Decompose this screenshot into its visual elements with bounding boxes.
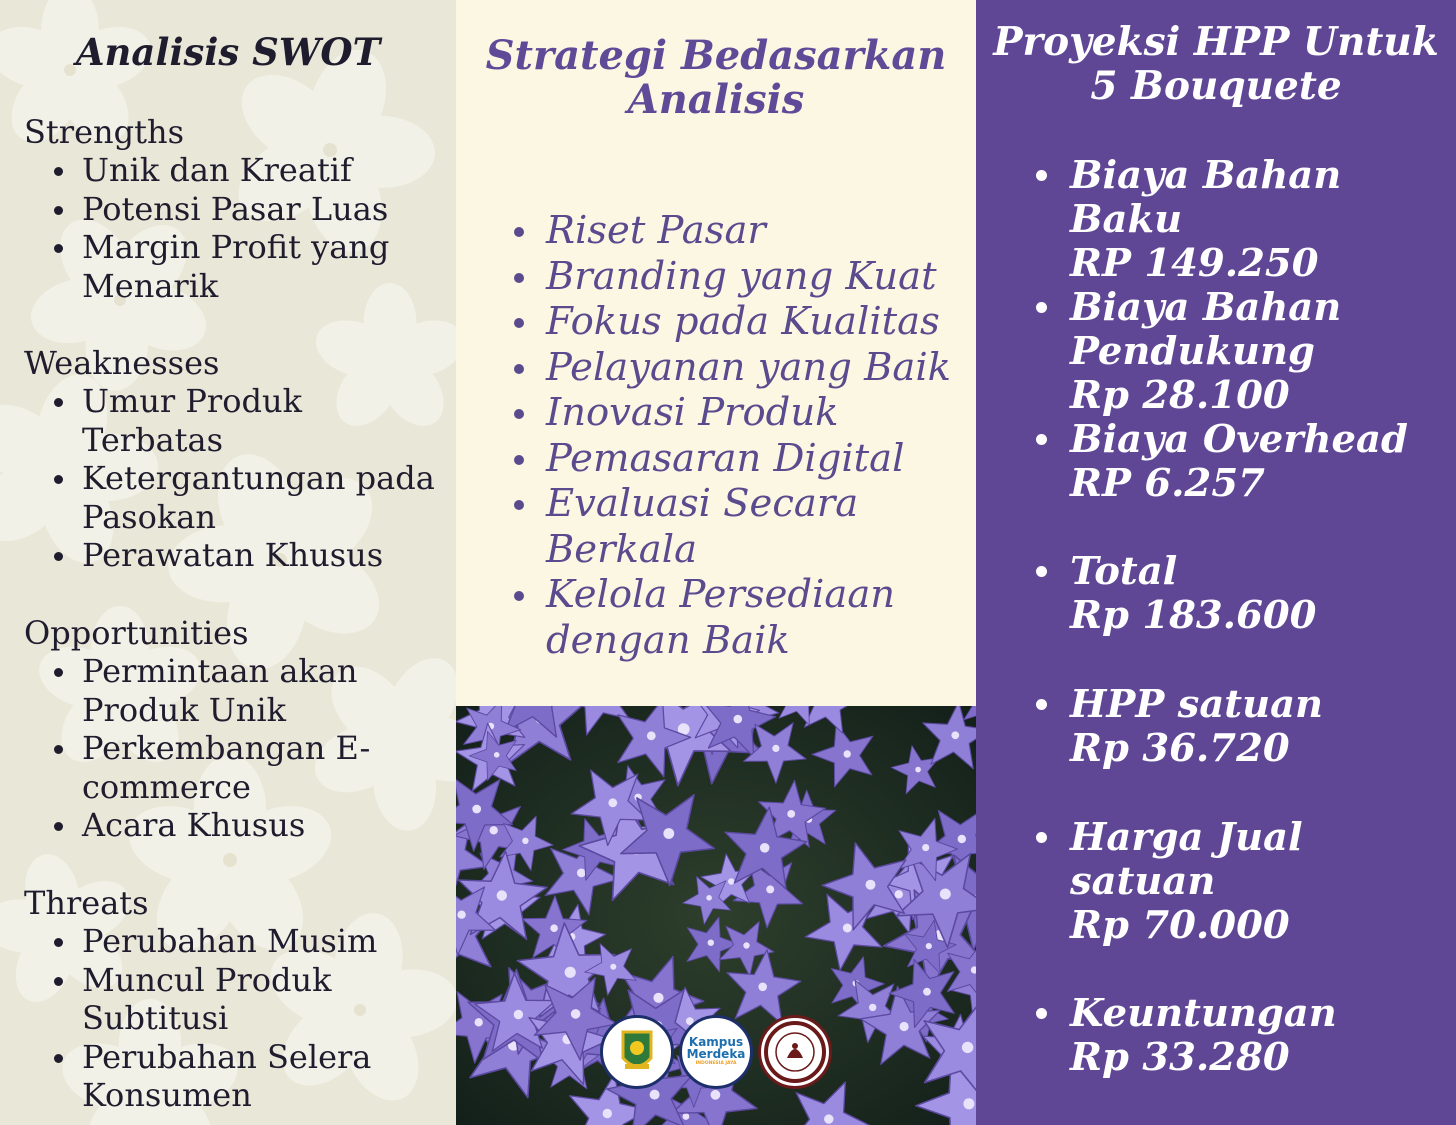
flower-center xyxy=(650,1090,660,1100)
flower-center xyxy=(497,890,507,900)
seal-text: SEMARANG xyxy=(783,1071,807,1076)
list-item: Evaluasi Secara Berkala xyxy=(514,481,964,572)
university-seal-logo xyxy=(758,1015,832,1089)
flower-center xyxy=(490,826,498,834)
profit-list xyxy=(1070,992,1450,1080)
total-item xyxy=(1070,550,1450,638)
total-label: Total xyxy=(1070,549,1178,594)
list-item: Perubahan Musim xyxy=(24,922,444,961)
projection-panel xyxy=(976,0,1456,1125)
logo-strip xyxy=(600,1015,834,1091)
list-item: Pemasaran Digital xyxy=(514,436,964,482)
unit-price-value: Rp 70.000 xyxy=(1070,903,1290,948)
flower-center xyxy=(565,967,576,978)
kampus-merdeka-line2: Merdeka xyxy=(686,1047,746,1061)
cost-list xyxy=(1070,154,1450,506)
flower-center xyxy=(772,745,779,752)
strategy-title: Strategi Bedasarkan Analisis xyxy=(485,32,947,123)
cost-value: RP 6.257 xyxy=(1070,461,1265,506)
flower-center xyxy=(472,805,481,814)
flower-center xyxy=(683,1113,690,1120)
kampus-merdeka-subtitle: INDONESIA JAYA xyxy=(695,1061,737,1066)
kampus-merdeka-line1: Kampus xyxy=(688,1035,744,1049)
cost-item-raw-material xyxy=(1070,154,1450,286)
list-item: Branding yang Kuat xyxy=(514,254,964,300)
list-item: Umur Produk Terbatas xyxy=(24,382,444,459)
cost-value: RP 149.250 xyxy=(1070,241,1319,286)
unit-cost-item xyxy=(1070,683,1450,771)
list-item: Ketergantungan pada Pasokan xyxy=(24,459,444,536)
flower-center xyxy=(958,835,966,843)
threats-section xyxy=(24,884,444,1115)
flower-center xyxy=(915,767,921,773)
flower-center xyxy=(766,885,774,893)
strategy-panel xyxy=(456,0,976,706)
flower-center xyxy=(663,828,674,839)
strategy-list xyxy=(514,208,964,663)
flower-center xyxy=(550,924,558,932)
flower-center xyxy=(603,1109,612,1118)
flower-center xyxy=(577,869,586,878)
weaknesses-list xyxy=(24,382,444,575)
opportunities-list xyxy=(24,652,444,845)
weaknesses-section xyxy=(24,344,444,575)
flower-center xyxy=(844,750,851,757)
unit-price-label: Harga Jual satuan xyxy=(1070,815,1303,904)
flower-center xyxy=(926,943,932,949)
cost-label: Biaya Bahan Pendukung xyxy=(1070,285,1342,374)
unit-cost-list xyxy=(1070,683,1450,771)
cost-label: Biaya Overhead xyxy=(1070,417,1408,462)
flower-center xyxy=(457,911,465,919)
flower-center xyxy=(940,889,951,900)
flower-center xyxy=(760,843,770,853)
flower-center xyxy=(522,838,528,844)
total-value: Rp 183.600 xyxy=(1070,593,1317,638)
unit-cost-value: Rp 36.720 xyxy=(1070,726,1290,771)
flower-center xyxy=(708,940,714,946)
profit-value: Rp 33.280 xyxy=(1070,1035,1290,1080)
list-item: Perubahan Selera Konsumen xyxy=(24,1038,444,1115)
flower-center xyxy=(843,924,852,933)
kampus-merdeka-logo xyxy=(679,1015,753,1089)
cost-value: Rp 28.100 xyxy=(1070,373,1290,418)
list-item: Margin Profit yang Menarik xyxy=(24,228,444,305)
flower-center xyxy=(706,895,712,901)
strengths-section xyxy=(24,113,444,305)
flower-center xyxy=(743,942,749,948)
flower-center xyxy=(494,752,500,758)
opportunities-heading: Opportunities xyxy=(24,614,249,652)
unit-price-list xyxy=(1070,816,1450,948)
weaknesses-heading: Weaknesses xyxy=(24,344,220,382)
flower-center xyxy=(787,810,795,818)
regional-emblem-logo xyxy=(600,1015,674,1089)
threats-heading: Threats xyxy=(24,884,149,922)
total-list xyxy=(1070,550,1450,638)
list-item: Fokus pada Kualitas xyxy=(514,299,964,345)
flower-center xyxy=(922,844,929,851)
flower-center xyxy=(571,1009,581,1019)
flower-center xyxy=(900,1022,909,1031)
profit-item xyxy=(1070,992,1450,1080)
list-item: Muncul Produk Subtitusi xyxy=(24,961,444,1038)
flower-center xyxy=(734,715,743,724)
flower-center xyxy=(869,1004,876,1011)
flower-center xyxy=(951,731,959,739)
list-item: Kelola Persediaan dengan Baik xyxy=(514,572,964,663)
list-item: Potensi Pasar Luas xyxy=(24,190,444,229)
list-item: Perkembangan E-commerce xyxy=(24,729,444,806)
list-item: Permintaan akan Produk Unik xyxy=(24,652,444,729)
flower-center xyxy=(653,993,663,1003)
flower-center xyxy=(758,983,767,992)
flower-center xyxy=(711,1090,721,1100)
cost-item-overhead xyxy=(1070,418,1450,506)
threats-list xyxy=(24,922,444,1115)
flower-center xyxy=(610,964,616,970)
list-item: Riset Pasar xyxy=(514,208,964,254)
flower-center xyxy=(866,880,876,890)
flower-center xyxy=(824,1114,833,1123)
opportunities-section xyxy=(24,614,444,845)
list-item: Perawatan Khusus xyxy=(24,536,444,575)
list-item: Pelayanan yang Baik xyxy=(514,345,964,391)
strengths-list xyxy=(24,151,444,305)
list-item: Unik dan Kreatif xyxy=(24,151,444,190)
list-item: Acara Khusus xyxy=(24,806,444,845)
list-item: Inovasi Produk xyxy=(514,390,964,436)
cost-item-supporting-material xyxy=(1070,286,1450,418)
flower-center xyxy=(647,731,656,740)
flower-center xyxy=(728,878,734,884)
flower-center xyxy=(895,890,903,898)
flower-center xyxy=(962,1042,973,1053)
flower-center xyxy=(475,1018,483,1026)
flower-center xyxy=(923,988,931,996)
projection-title: Proyeksi HPP Untuk 5 Bouquete xyxy=(993,19,1439,109)
strengths-heading: Strengths xyxy=(24,113,184,151)
swot-title: Analisis SWOT xyxy=(75,30,381,74)
profit-label: Keuntungan xyxy=(1070,991,1337,1036)
flower-center xyxy=(608,798,617,807)
unit-cost-label: HPP satuan xyxy=(1070,682,1324,727)
swot-panel xyxy=(0,0,456,1125)
cost-label: Biaya Bahan Baku xyxy=(1070,153,1342,242)
flower-center xyxy=(514,1010,523,1019)
unit-price-item xyxy=(1070,816,1450,948)
flower-center xyxy=(963,1098,974,1109)
